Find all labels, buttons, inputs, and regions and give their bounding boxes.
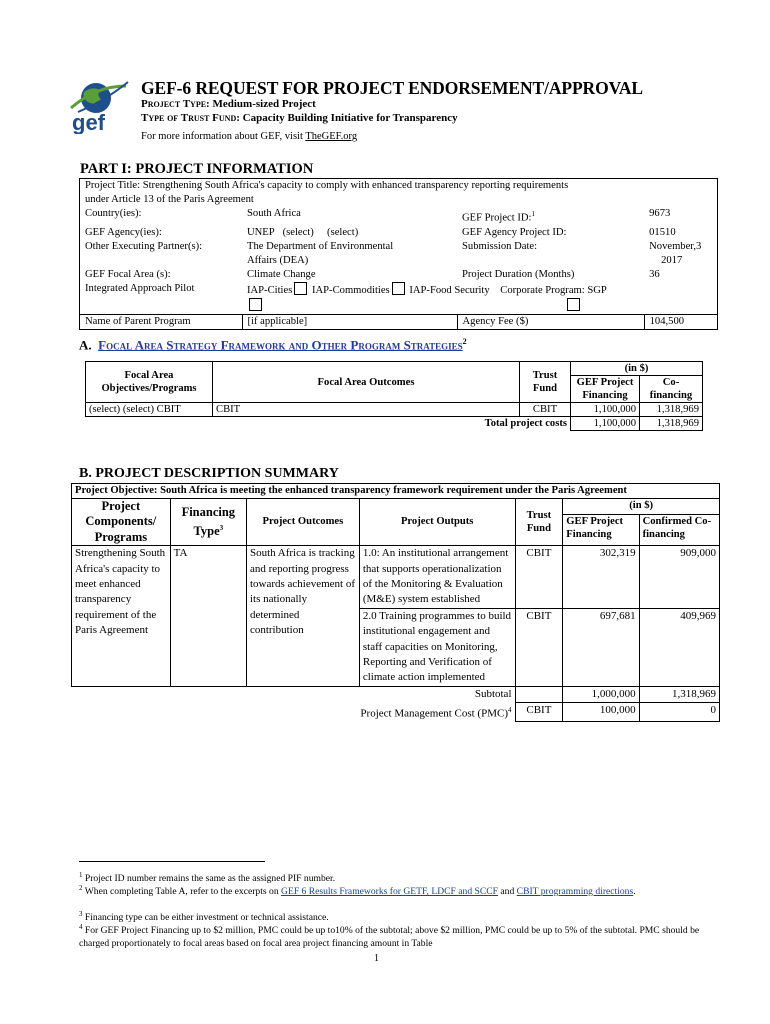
exec-label: Other Executing Partner(s):: [85, 240, 203, 252]
section-a-title-link[interactable]: Focal Area Strategy Framework and Other Program Strategies: [98, 337, 463, 353]
agency-fee-value: 104,500: [644, 314, 717, 329]
total-row: [86, 417, 703, 431]
fn2-num: 2: [79, 884, 83, 892]
fn2-end: .: [633, 886, 636, 898]
subtotal-row: [72, 686, 720, 702]
col-financing: [170, 499, 246, 546]
financing-type-cell: TA: [170, 546, 246, 687]
row-gef: 1,100,000: [571, 403, 640, 417]
project-title-label: Project Title:: [85, 180, 141, 191]
pmc-trust: CBIT: [515, 703, 563, 722]
col-components: Project Components/ Programs: [72, 499, 171, 546]
output2-trust: CBIT: [515, 608, 563, 686]
col-outputs: Project Outputs: [359, 499, 515, 546]
total-label: Total project costs: [484, 418, 567, 429]
row-objective[interactable]: (select) (select) CBIT: [86, 403, 213, 417]
output1-cof: 909,000: [639, 546, 719, 609]
trust-fund-type: [141, 112, 458, 124]
agency-id-label: GEF Agency Project ID:: [462, 226, 567, 238]
duration-value: 36: [649, 268, 660, 280]
agency-id-value: 01510: [649, 226, 676, 238]
gef-website-link[interactable]: TheGEF.org: [305, 131, 358, 142]
pmc-sup: 4: [508, 705, 512, 714]
iap-cities-extra-checkbox[interactable]: [249, 298, 262, 311]
submission-value-1: November,3: [649, 240, 702, 252]
pmc-cof: 0: [639, 703, 719, 722]
output2-cell: 2.0 Training programmes to build institutional engagement and staff capacities on Monitoring, Reporting and Verification of climate action implemented: [359, 608, 515, 686]
col-cof-b: Confirmed Co-financing: [639, 515, 719, 546]
page-title: GEF-6 REQUEST FOR PROJECT ENDORSEMENT/APPROVAL: [141, 78, 643, 98]
project-title-line2: under Article 13 of the Paris Agreement: [85, 194, 254, 205]
output1-trust: CBIT: [515, 546, 563, 609]
submission-label: Submission Date:: [462, 240, 538, 252]
agency-value: UNEP: [247, 226, 275, 238]
gef-id-sup: 1: [531, 210, 535, 218]
iap-food-label: IAP-Food Security: [409, 284, 490, 296]
fn4-num: 4: [79, 923, 83, 931]
total-cof: 1,318,969: [640, 417, 703, 431]
col-trust-b: Trust Fund: [515, 499, 563, 546]
output2-gef: 697,681: [563, 608, 639, 686]
logo-text: gef: [72, 110, 105, 134]
duration-label: Project Duration (Months): [462, 268, 575, 280]
parent-program-label: Name of Parent Program: [85, 315, 191, 327]
exec-value-1: The Department of Environmental: [247, 240, 394, 252]
fn2-mid: and: [500, 886, 515, 898]
footnote-divider: [79, 861, 265, 862]
country-value: South Africa: [247, 208, 301, 219]
table-row: [86, 403, 703, 417]
project-title-value: Strengthening South Africa's capacity to comply with enhanced transparency reporting requirements: [142, 180, 569, 191]
submission-value-2: 2017: [661, 254, 683, 266]
corporate-program-label: Corporate Program: SGP: [500, 284, 607, 296]
info-text: For more information about GEF, visit: [141, 131, 303, 142]
col-financing-sup: 3: [219, 523, 224, 532]
pmc-row: [72, 703, 720, 722]
fn2-pre: When completing Table A, refer to the excerpts on: [84, 886, 279, 898]
pmc-label: [72, 703, 516, 722]
col-gef-b: GEF Project Financing: [563, 515, 639, 546]
agency-select-1[interactable]: (select): [282, 226, 314, 238]
subtotal-gef: 1,000,000: [563, 686, 639, 702]
fn2-link-cbit[interactable]: CBIT programming directions: [516, 886, 634, 898]
part1-heading: PART I: PROJECT INFORMATION: [80, 161, 314, 177]
outcome-cell: South Africa is tracking and reporting progress towards achievement of its nationally determined contribution: [246, 546, 359, 687]
iap-commodities-label: IAP-Commodities: [311, 284, 390, 296]
row-outcome: CBIT: [213, 403, 520, 417]
agency-label: GEF Agency(ies):: [85, 226, 162, 238]
country-label: Country(ies):: [85, 208, 142, 219]
col-gef: GEF Project Financing: [571, 376, 640, 403]
col-objectives: Focal Area Objectives/Programs: [86, 362, 213, 403]
fn1-text: Project ID number remains the same as the assigned PIF number.: [84, 873, 336, 885]
col-trust: Trust Fund: [520, 362, 571, 403]
col-outcomes: Focal Area Outcomes: [213, 362, 520, 403]
exec-value-2: Affairs (DEA): [247, 254, 309, 266]
pmc-label-text: Project Management Cost (PMC): [360, 707, 508, 720]
gef-id-label: GEF Project ID:: [462, 212, 532, 224]
table-row: [72, 546, 720, 609]
row-trust: CBIT: [520, 403, 571, 417]
row-cof: 1,318,969: [640, 403, 703, 417]
output2-cof: 409,969: [639, 608, 719, 686]
agency-fee-label: Agency Fee ($): [457, 314, 644, 329]
info-line: [141, 131, 357, 142]
trust-fund-label: Type of Trust Fund:: [141, 112, 240, 124]
section-a-sup: 2: [462, 337, 467, 346]
agency-select-2[interactable]: (select): [327, 226, 359, 238]
iap-cities-label: IAP-Cities: [247, 284, 293, 296]
output1-cell: 1.0: An institutional arrangement that supports operationalization of the Monitoring & Evaluation (M&E) system established: [359, 546, 515, 609]
fn4-text: For GEF Project Financing up to $2 million, PMC could be up to10% of the subtotal; above $2 million, PMC could be up to 5% of the subtotal. PMC should be charged proportionately to focal areas based on focal area project financing amount in Table: [79, 925, 700, 949]
gef-id-value: 9673: [649, 208, 671, 219]
section-a-heading: [79, 337, 467, 353]
project-type-label: Project Type:: [141, 98, 210, 110]
project-info-table: [79, 178, 718, 330]
pmc-gef: 100,000: [563, 703, 639, 722]
focal-area-table: [85, 361, 703, 431]
col-in: (in $): [571, 362, 703, 376]
focal-area-value: Climate Change: [247, 268, 316, 280]
fn1-num: 1: [79, 871, 83, 879]
footnote-2: [79, 882, 719, 899]
footnote-4: [79, 921, 719, 950]
fn2-link-frameworks[interactable]: GEF 6 Results Frameworks for GETF, LDCF and SCCF: [281, 886, 498, 898]
component-cell: Strengthening South Africa's capacity to meet enhanced transparency requirement of the Paris Agreement: [72, 546, 171, 687]
trust-fund-value: Capacity Building Initiative for Transparency: [242, 112, 458, 124]
corporate-program-checkbox[interactable]: [567, 298, 580, 311]
subtotal-cof: 1,318,969: [639, 686, 719, 702]
col-in-b: (in $): [563, 499, 720, 515]
fn3-num: 3: [79, 910, 83, 918]
section-b-heading: B. PROJECT DESCRIPTION SUMMARY: [79, 466, 339, 481]
iap-cities-checkbox[interactable]: [294, 282, 307, 295]
output1-gef: 302,319: [563, 546, 639, 609]
iap-options: [242, 282, 718, 315]
section-a-label: A.: [79, 337, 92, 353]
project-description-table: [71, 483, 720, 722]
fn3-text: Financing type can be either investment or technical assistance.: [84, 912, 329, 924]
col-outcomes-b: Project Outcomes: [246, 499, 359, 546]
total-gef: 1,100,000: [571, 417, 640, 431]
col-cof: Co-financing: [640, 376, 703, 403]
iap-label: Integrated Approach Pilot: [85, 282, 195, 294]
col-financing-label: Financing Type: [181, 505, 236, 538]
subtotal-label: Subtotal: [474, 687, 512, 700]
gef-logo: [66, 78, 132, 134]
page-number: 1: [374, 953, 379, 964]
project-type: [141, 98, 316, 110]
parent-program-value[interactable]: [if applicable]: [242, 314, 457, 329]
focal-area-label: GEF Focal Area (s):: [85, 268, 171, 280]
project-title-row: [80, 179, 718, 208]
project-type-value: Medium-sized Project: [212, 98, 316, 110]
iap-commodities-checkbox[interactable]: [392, 282, 405, 295]
project-objective: Project Objective: South Africa is meeting the enhanced transparency framework requirement under the Paris Agreement: [72, 484, 720, 499]
